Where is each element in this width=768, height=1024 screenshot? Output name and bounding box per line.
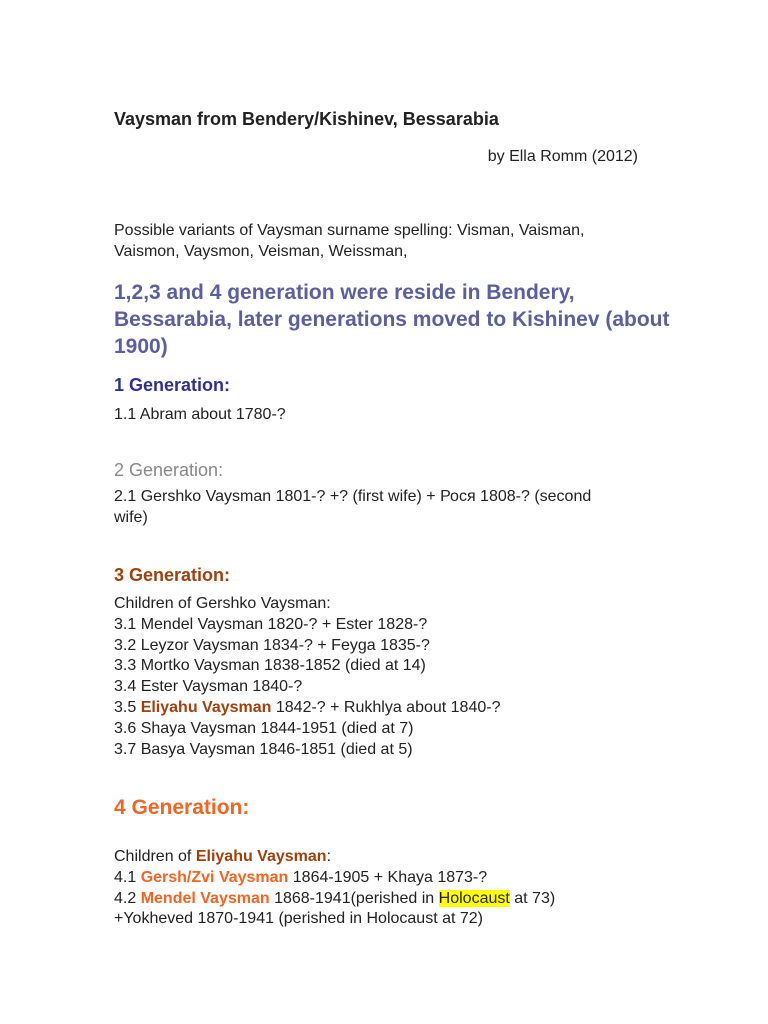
- generation-2-heading: 2 Generation:: [114, 460, 224, 480]
- intro-heading: 1,2,3 and 4 generation were reside in Bendery, Bessarabia, later generations moved to Kishinev (about 1900): [114, 281, 670, 358]
- list-intro: Children of Gershko Vaysman:: [114, 595, 331, 612]
- list-item-text: 2.1 Gershko Vaysman 1801-? +? (first wife) +: [114, 488, 441, 505]
- list-item-text: 4.2: [114, 889, 141, 907]
- list-item-text: Children of: [114, 848, 196, 865]
- list-item: 3.4 Ester Vaysman 1840-?: [114, 678, 303, 696]
- list-item: 1.1 Abram about 1780-?: [114, 406, 286, 423]
- list-item: [114, 889, 674, 910]
- highlighted-name: Eliyahu Vaysman: [140, 698, 272, 716]
- list-item: [114, 868, 674, 889]
- list-item-text: at 73): [509, 889, 556, 907]
- document-title: Vaysman from Bendery/Kishinev, Bessarabia: [114, 109, 499, 129]
- list-item-text: 1808-? (second: [475, 488, 592, 505]
- list-item-text: :: [326, 848, 332, 865]
- list-item: 3.1 Mendel Vaysman 1820-? + Ester 1828-?: [114, 615, 428, 633]
- list-item: +Yokheved 1870-1941 (perished in Holocaust at 72): [114, 910, 483, 928]
- list-item-text: 3.5: [114, 698, 141, 716]
- wife-name: Рося: [440, 488, 476, 505]
- list-item-text: 1842-? + Rukhlya about 1840-?: [271, 698, 501, 716]
- generation-1-list: [114, 405, 674, 426]
- highlighted-name: Eliyahu Vaysman: [195, 848, 327, 865]
- highlighted-word: Holocaust: [438, 889, 510, 907]
- list-item: [114, 698, 674, 719]
- highlighted-name: Gersh/Zvi Vaysman: [140, 868, 289, 886]
- generation-2-list: [114, 487, 674, 529]
- list-item: [114, 487, 674, 508]
- highlighted-name: Mendel Vaysman: [140, 889, 270, 907]
- list-item: 3.7 Basya Vaysman 1846-1851 (died at 5): [114, 740, 413, 758]
- generation-1-heading: 1 Generation:: [114, 375, 231, 395]
- list-item: 3.2 Leyzor Vaysman 1834-? + Feyga 1835-?: [114, 636, 430, 654]
- generation-3-heading: 3 Generation:: [114, 565, 231, 585]
- list-item: 3.3 Mortko Vaysman 1838-1852 (died at 14): [114, 657, 426, 675]
- list-item-text: 4.1: [114, 868, 141, 886]
- document-author: by Ella Romm (2012): [487, 148, 638, 165]
- surname-variants-paragraph: Possible variants of Vaysman surname spelling: Visman, Vaisman, Vaismon, Vaysmon, Veisman, Weissman,: [114, 222, 585, 260]
- list-item: 3.6 Shaya Vaysman 1844-1951 (died at 7): [114, 719, 414, 737]
- generation-4-heading: 4 Generation:: [114, 796, 250, 819]
- list-intro: [114, 847, 674, 868]
- list-item: wife): [114, 508, 148, 526]
- list-item-text: 1868-1941(perished in: [269, 889, 439, 907]
- list-item-text: 1864-1905 + Khaya 1873-?: [288, 868, 488, 886]
- generation-3-list: [114, 594, 674, 760]
- generation-4-list: [114, 847, 674, 930]
